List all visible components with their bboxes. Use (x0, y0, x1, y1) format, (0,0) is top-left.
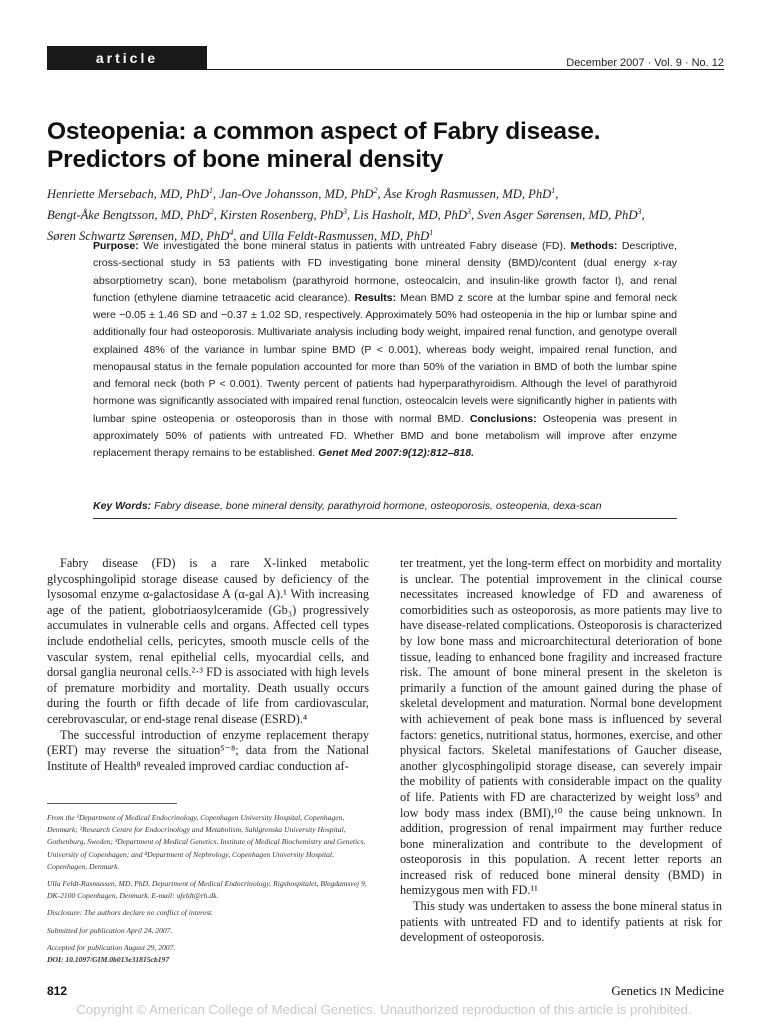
body-paragraph: Fabry disease (FD) is a rare X-linked metabolic glycosphingolipid storage disease caused by deficiency of the lysosomal enzyme α-galactosidase A (α-gal A).¹ With increasing age of the patient, globotriaosylceramide (Gb₃) progressively accumulates in vulnerable cells and organs. Affected cell types include endothelial cells, pericytes, smooth muscle cells of the vascular system, renal epithelial cells, myocardial cells, and dorsal ganglia neuronal cells.²·³ FD is associated with high levels of premature morbidity and mortality. Death usually occurs during the fourth or fifth decade of life from cardiovascular, cerebrovascular, or end-stage renal disease (ESRD).⁴ (47, 556, 369, 726)
abstract-rule (93, 518, 677, 519)
abstract-methods-text: Descriptive, cross-sectional study in 53 patients with FD investigating bone mineral density (BMD)/content (dual energy x-ray absorptiometry scan), bone metabolism (parathyroid hormone, osteocalcin, and insulin-like growth factor I), and renal function (ethylene diamine tetraacetic acid clearance). (93, 240, 677, 304)
author-name: Bengt-Åke Bengtsson, MD, PhD (47, 208, 210, 223)
affiliation-marker: 4 (229, 228, 234, 238)
footnote-correspondence: Ulla Feldt-Rasmussen, MD, PhD, Department of Medical Endocrinology, Rigshospitalet, Blegdamsvej 9, DK-2100 Copenhagen, Denmark. E-mail: ufeldt@rh.dk. (47, 879, 367, 901)
body-paragraph: The successful introduction of enzyme replacement therapy (ERT) may reverse the situation⁵⁻⁸; data from the National Institute of Health⁸ revealed improved cardiac conduction af- (47, 727, 369, 773)
body-column-left (47, 556, 369, 774)
key-words-text: Fabry disease, bone mineral density, parathyroid hormone, osteoporosis, osteopenia, dexa-scan (151, 500, 602, 512)
affiliation-marker: 1 (429, 228, 434, 238)
affiliation-marker: 1 (208, 186, 213, 195)
abstract-results-text: Mean BMD z score at the lumbar spine and femoral neck were −0.05 ± 1.46 SD and −0.37 ± 1.02 SD, respectively. Approximately 50% had osteopenia in the hip or lumbar spine and additionally four had osteoporosis. Multivariate analysis including body weight, impaired renal function, and genotype overall explained 48% of the variance in lumbar spine BMD (P < 0.001), whereas body weight, impaired renal function, and menopausal status in the female population accounted for more than 50% of the variation in BMD of both the lumbar spine and femoral neck (both P < 0.001). Twenty percent of patients had hyperparathyroidism. Although the level of parathyroid hormone was significantly associated with impaired renal function, osteocalcin levels were significantly higher in patients with lumbar spine osteopenia or osteoporosis than in those with normal BMD. (93, 291, 677, 425)
journal-name-part: Genetics (611, 983, 661, 998)
key-words (93, 498, 677, 514)
journal-name (611, 983, 724, 999)
copyright-notice: Copyright © American College of Medical Genetics. Unauthorized reproduction of this article is prohibited. (76, 1002, 692, 1017)
affiliation-marker: 2 (209, 207, 214, 217)
abstract-methods-label: Methods: (570, 240, 618, 252)
author-name: , and Ulla Feldt-Rasmussen, MD, PhD (233, 229, 430, 244)
author-name: Henriette Mersebach, MD, PhD (47, 187, 209, 202)
abstract-purpose-text: We investigated the bone mineral status in patients with untreated Fabry disease (FD). (138, 240, 571, 252)
footnote-disclosure: Disclosure: The authors declare no conflict of interest. (47, 908, 214, 918)
article-title (47, 118, 727, 174)
author-separator: , (555, 187, 559, 202)
article-type-badge: article (47, 46, 207, 69)
page-number: 812 (47, 984, 68, 998)
body-column-right (400, 556, 722, 946)
footnote-doi: DOI: 10.1097/GIM.0b013e31815cb197 (47, 955, 170, 965)
affiliation-marker: 3 (466, 207, 471, 217)
footnote-submitted: Submitted for publication April 24, 2007. (47, 925, 173, 935)
footnotes (47, 812, 372, 971)
affiliation-marker: 1 (551, 186, 556, 195)
author-name: , Kirsten Rosenberg, PhD (213, 208, 343, 223)
header-rule (47, 69, 724, 70)
abstract (93, 238, 677, 462)
author-name: Søren Schwartz Sørensen, MD, PhD (47, 229, 230, 244)
affiliation-marker: 2 (373, 186, 378, 195)
abstract-conclusions-text: Osteopenia was present in approximately 50% of patients with untreated FD. Whether BMD and bone metabolism will improve after enzyme replacement therapy remains to be established. (93, 412, 677, 459)
author-name: , Jan-Ove Johansson, MD, PhD (212, 187, 374, 202)
affiliation-marker: 3 (637, 207, 642, 217)
abstract-conclusions-label: Conclusions: (469, 412, 537, 425)
footnote-accepted: Accepted for publication August 29, 2007. (47, 942, 176, 952)
title-line-1: Osteopenia: a common aspect of Fabry disease. (47, 118, 601, 145)
key-words-label: Key Words: (93, 500, 152, 512)
abstract-results-label: Results: (354, 291, 397, 304)
abstract-purpose-label: Purpose: (93, 240, 139, 252)
author-list (47, 182, 737, 246)
title-line-2: Predictors of bone mineral density (47, 146, 444, 173)
footnote-affiliations: From the ¹Department of Medical Endocrinology, Copenhagen University Hospital, Copenhagen, Denmark; ²Research Centre for Endocrinology and Metabolism, Sahlgrenska University Hospital, Gothenburg, Sweden; ³Department of Medical Genetics, Institute of Medical Biochemistry and Genetics, University of Copenhagen; and ⁴Department of Nephrology, Copenhagen University Hospital, Copenhagen, Denmark. (47, 813, 366, 871)
journal-name-part: IN (660, 987, 672, 998)
author-separator: , (641, 208, 645, 223)
abstract-citation: Genet Med 2007:9(12):812–818. (318, 447, 475, 459)
footnote-rule (47, 803, 177, 804)
author-name: , Lis Hasholt, MD, PhD (346, 208, 467, 223)
body-paragraph: ter treatment, yet the long-term effect on morbidity and mortality is unclear. The potential improvement in the clinical course necessitates increased knowledge of FD and awareness of comorbidities such as osteoporosis, as more patients may live to have disease-related complications. Osteoporosis is characterized by low bone mass and microarchitectural deterioration of bone tissue, leading to enhanced bone fragility and increased fracture risk. The amount of bone mineral present in the skeleton is primarily a function of the amount gained during the phase of skeletal development and maturation. Normal bone development with achievement of peak bone mass is influenced by several factors: genetics, nutritional status, hormones, exercise, and other physical factors. Skeletal manifestations of Gaucher disease, another glycosphingolipid storage disease, can severely impair the mobility of patients with considerable impact on the quality of life. Patients with FD are characterized by weight loss⁹ and low body mass index (BMI),¹⁰ the cause being unknown. In addition, progression of renal impairment may further reduce bone mineralization and contribute to the development of osteoporosis in this population. A recent letter reports an increased risk of reduced bone mineral density (BMD) in hemizygous men with FD.¹¹ (400, 556, 723, 898)
body-paragraph: This study was undertaken to assess the bone mineral status in patients with untreated FD and to identify patients at risk for development of osteoporosis. (400, 899, 722, 945)
affiliation-marker: 3 (342, 207, 347, 217)
journal-name-part: Medicine (671, 983, 724, 998)
author-name: , Sven Asger Sørensen, MD, PhD (470, 208, 638, 223)
issue-info: December 2007 · Vol. 9 · No. 12 (566, 57, 724, 69)
author-name: , Åse Krogh Rasmussen, MD, PhD (377, 187, 552, 202)
